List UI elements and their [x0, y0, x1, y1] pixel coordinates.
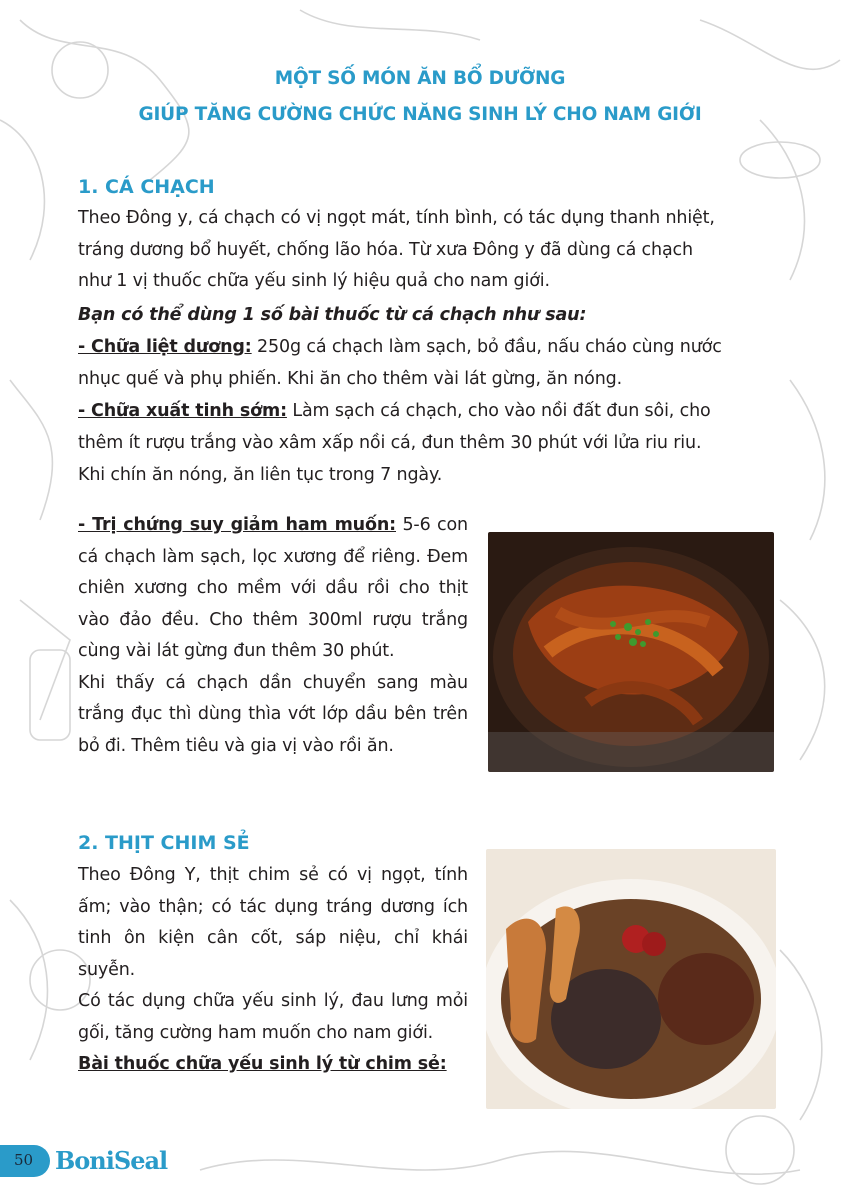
section2-subheading: Bài thuốc chữa yếu sinh lý từ chim sẻ: [78, 1054, 447, 1074]
sparrow-soup-photo [486, 849, 776, 1109]
remedy3-paragraph1 [78, 510, 468, 668]
section2-paragraph1: Theo Đông Y, thịt chim sẻ có vị ngọt, tính ấm; vào thận; có tác dụng tráng dương ích tinh ôn kiện cân cốt, sáp niệu, chỉ khái suyễn. [78, 865, 468, 980]
page-title-line1: MỘT SỐ MÓN ĂN BỔ DƯỠNG [274, 68, 566, 89]
section2-block [78, 860, 468, 1081]
page-number: 50 [14, 1151, 34, 1169]
remedy2-line2: thêm ít rượu trắng vào xâm xấp nồi cá, đun thêm 30 phút với lửa riu riu. [78, 433, 702, 453]
remedy2-text1: Làm sạch cá chạch, cho vào nồi đất đun sôi, cho [286, 401, 711, 421]
section1-heading: 1. CÁ CHẠCH [78, 176, 215, 198]
brand-logo: BoniSeal [55, 1146, 168, 1175]
section1-subheading: Bạn có thể dùng 1 số bài thuốc từ cá chạch như sau: [78, 305, 587, 325]
section1-intro-line3: như 1 vị thuốc chữa yếu sinh lý hiệu quả cho nam giới. [78, 271, 550, 291]
remedy3-paragraph2: Khi thấy cá chạch dần chuyển sang màu trắng đục thì dùng thìa vớt lớp dầu bên trên bỏ đi. Thêm tiêu và gia vị vào rồi ăn. [78, 672, 468, 756]
remedy3-text1: 5-6 con cá chạch làm sạch, lọc xương để riêng. Đem chiên xương cho mềm với dầu rồi cho thịt vào đảo đều. Cho thêm 300ml rượu trắng cùng vài lát gừng đun thêm 30 phút. [78, 515, 469, 661]
section1-intro-line1: Theo Đông y, cá chạch có vị ngọt mát, tính bình, có tác dụng thanh nhiệt, [78, 208, 715, 228]
remedy2-line3: Khi chín ăn nóng, ăn liên tục trong 7 ngày. [78, 465, 443, 485]
remedy1-line2: nhục quế và phụ phiến. Khi ăn cho thêm vài lát gừng, ăn nóng. [78, 369, 623, 389]
remedy3-block [78, 510, 468, 762]
remedy1-line1 [78, 332, 722, 364]
loach-dish-photo [488, 532, 774, 772]
remedy1-text1: 250g cá chạch làm sạch, bỏ đầu, nấu cháo cùng nước [251, 337, 722, 357]
section1-intro-line2: tráng dương bổ huyết, chống lão hóa. Từ xưa Đông y đã dùng cá chạch [78, 240, 693, 260]
remedy2-line1 [78, 396, 711, 428]
remedy3-label: - Trị chứng suy giảm ham muốn: [78, 515, 396, 535]
remedy2-label: - Chữa xuất tinh sớm: [78, 401, 287, 421]
section2-paragraph2: Có tác dụng chữa yếu sinh lý, đau lưng mỏi gối, tăng cường ham muốn cho nam giới. [78, 991, 468, 1043]
remedy1-label: - Chữa liệt dương: [78, 337, 252, 357]
section2-heading: 2. THỊT CHIM SẺ [78, 832, 250, 854]
page-title-line2: GIÚP TĂNG CƯỜNG CHỨC NĂNG SINH LÝ CHO NAM GIỚI [138, 104, 702, 125]
